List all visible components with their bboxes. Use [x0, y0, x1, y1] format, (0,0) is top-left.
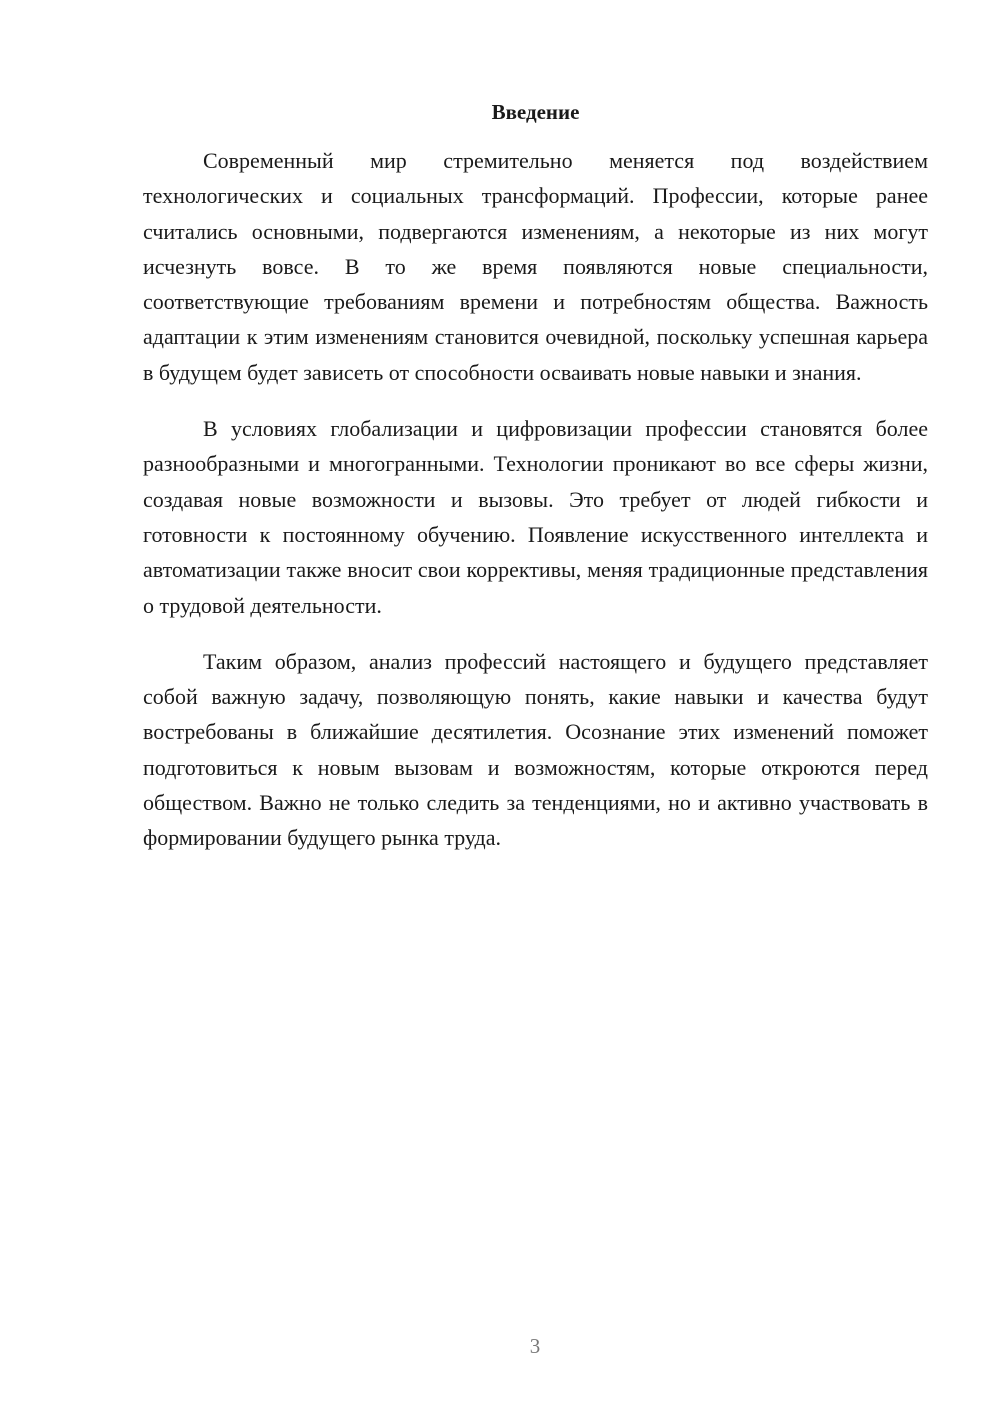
paragraph-3: Таким образом, анализ профессий настоящего и будущего представляет собой важную задачу, позволяющую понять, какие навыки и качества будут востребованы в ближайшие десятилетия. Осознание этих изменений поможет подготовиться к новым вызовам и возможностям, которые откроются перед обществом. Важно не только следить за тенденциями, но и активно участвовать в формировании будущего рынка труда.: [143, 648, 928, 851]
section-title: Введение: [491, 100, 580, 124]
paragraph-2: В условиях глобализации и цифровизации профессии становятся более разнообразными и многогранными. Технологии проникают во все сферы жизни, создавая новые возможности и вызовы. Это требует от людей гибкости и готовности к постоянному обучению. Появление искусственного интеллекта и автоматизации также вносит свои коррективы, меняя традиционные представления о трудовой деятельности.: [143, 416, 928, 618]
page-number: 3: [529, 1334, 541, 1358]
body-text: [143, 143, 928, 877]
paragraph-1: Современный мир стремительно меняется под воздействием технологических и социальных трансформаций. Профессии, которые ранее считались основными, подвергаются изменениям, а некоторые из них могут исчезнуть вовсе. В то же время появляются новые специальности, соответствующие требованиям времени и потребностям общества. Важность адаптации к этим изменениям становится очевидной, поскольку успешная карьера в будущем будет зависеть от способности осваивать новые навыки и знания.: [143, 148, 928, 385]
